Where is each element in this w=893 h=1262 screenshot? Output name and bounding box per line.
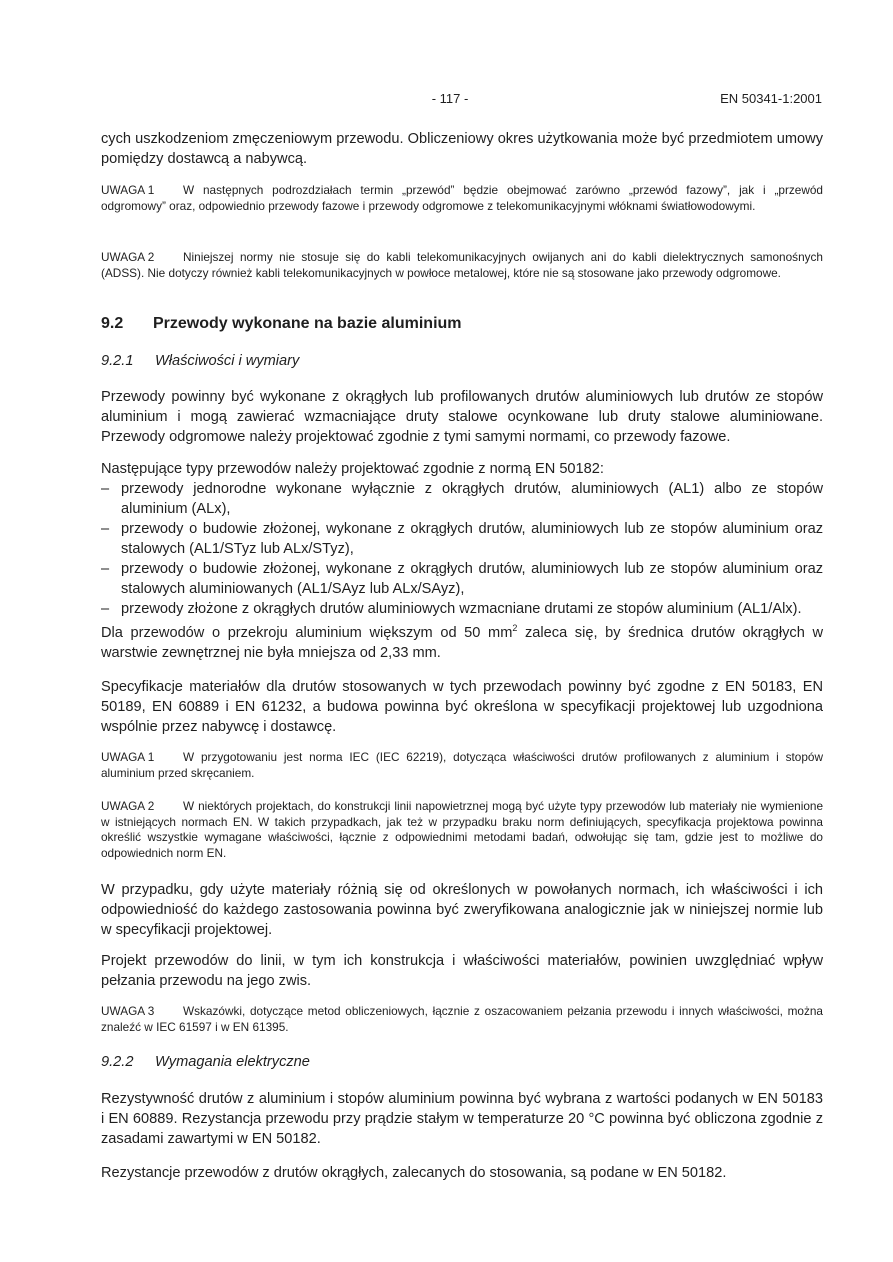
note-text: Niniejszej normy nie stosuje się do kabli telekomunikacyjnych owijanych ani do kabli dielektrycznych samonośnych (ADSS). Nie dotyczy również kabli telekomunikacyjnych w powłoce metalowej, które nie są stosowane jako przewody odgromowe.	[101, 250, 823, 280]
paragraph-cross-section	[101, 623, 823, 663]
section-heading-9-2-2	[101, 1054, 310, 1070]
note-1-mid	[101, 750, 823, 781]
section-number: 9.2.2	[101, 1054, 134, 1070]
paragraph-resistances: Rezystancje przewodów z drutów okrągłych, zalecanych do stosowania, są podane w EN 50182.	[101, 1165, 727, 1181]
note-2-top	[101, 250, 823, 281]
section-title: Właściwości i wymiary	[155, 353, 300, 369]
section-number: 9.2	[101, 315, 124, 332]
paragraph-creep: Projekt przewodów do linii, w tym ich konstrukcja i właściwości materiałów, powinien uwzględniać wpływ pełzania przewodu na jego zwis.	[101, 953, 823, 989]
note-label: UWAGA 3	[101, 1004, 155, 1018]
section-heading-9-2	[101, 315, 462, 333]
note-label: UWAGA 2	[101, 799, 155, 813]
section-heading-9-2-1	[101, 353, 299, 369]
note-label: UWAGA 1	[101, 750, 155, 764]
note-text: W niektórych projektach, do konstrukcji linii napowietrznej mogą być użyte typy przewodów lub materiały nie wymienione w istniejących normach EN. W takich przypadkach, jak też w przypadku braku norm definiujących, specyfikacja projektowa powinna określić wszystkie wymagane właściwości, łącznie z odpowiednimi metodami badań, odwołując się tam, gdzie jest to możliwe do odpowiednich norm EN.	[101, 799, 823, 860]
conductor-types	[101, 459, 823, 619]
page-number: - 117 -	[431, 91, 469, 106]
note-text: Wskazówki, dotyczące metod obliczeniowych, łącznie z oszacowaniem pełzania przewodu i innych właściwości, można znaleźć w IEC 61597 i w EN 61395.	[101, 1004, 823, 1034]
p3-text-start: Dla przewodów o przekroju aluminium większym od 50 mm	[101, 625, 513, 641]
list-lead: Następujące typy przewodów należy projektować zgodnie z normą EN 50182:	[101, 461, 604, 477]
conductor-type-list	[101, 479, 823, 619]
section-title: Przewody wykonane na bazie aluminium	[153, 315, 462, 332]
paragraph-specifications: Specyfikacje materiałów dla drutów stosowanych w tych przewodach powinny być zgodne z EN 50183, EN 50189, EN 60889 i EN 61232, a budowa powinna być określona w specyfikacji projektowej lub uzgodniona wspólnie przez nabywcę i dostawcę.	[101, 679, 823, 735]
paragraph-resistivity: Rezystywność drutów z aluminium i stopów aluminium powinna być wybrana z wartości podanych w EN 50183 i EN 60889. Rezystancja przewodu przy prądzie stałym w temperaturze 20 °C powinna być obliczona zgodnie z zasadami zawartymi w EN 50182.	[101, 1091, 823, 1147]
list-item: – przewody o budowie złożonej, wykonane z okrągłych drutów, aluminiowych lub ze stopów aluminium oraz stalowych (AL1/STyz lub ALx/STyz),	[101, 519, 823, 559]
note-1-top	[101, 183, 823, 214]
note-label: UWAGA 1	[101, 183, 155, 197]
section-number: 9.2.1	[101, 353, 134, 369]
note-text: W przygotowaniu jest norma IEC (IEC 62219), dotycząca właściwości drutów profilowanych z aluminium i stopów aluminium przed skręcaniem.	[101, 750, 823, 780]
p3-text-end: zaleca się, by średnica drutów okrągłych w warstwie zewnętrznej nie była mniejsza od 2,33 mm.	[101, 625, 823, 661]
standard-id: EN 50341-1:2001	[720, 91, 822, 106]
note-2-mid	[101, 799, 823, 861]
note-3	[101, 1004, 823, 1035]
note-text: W następnych podrozdziałach termin „przewód” będzie obejmować zarówno „przewód fazowy”, jak i „przewód odgromowy” oraz, odpowiednio przewody fazowe i przewody odgromowe z telekomunikacyjnymi włóknami światłowodowymi.	[101, 183, 823, 213]
paragraph-different-materials: W przypadku, gdy użyte materiały różnią się od określonych w powołanych normach, ich właściwości i ich odpowiedniość do każdego zastosowania powinna być zweryfikowana analogicznie jak w niniejszej normie lub w specyfikacji projektowej.	[101, 882, 823, 938]
list-item: – przewody jednorodne wykonane wyłącznie z okrągłych drutów, aluminiowych (AL1) albo ze stopów aluminium (ALx),	[101, 479, 823, 519]
paragraph-wire-materials: Przewody powinny być wykonane z okrągłych lub profilowanych drutów aluminiowych lub drutów ze stopów aluminium i mogą zawierać wzmacniające druty stalowe ocynkowane lub druty stalowe aluminiowane. Przewody odgromowe należy projektować zgodnie z tymi samymi normami, co przewody fazowe.	[101, 389, 823, 445]
superscript: 2	[512, 623, 518, 634]
section-title: Wymagania elektryczne	[155, 1054, 310, 1070]
list-item: – przewody złożone z okrągłych drutów aluminiowych wzmacniane drutami ze stopów aluminium (AL1/Alx).	[101, 599, 823, 619]
intro-paragraph: cych uszkodzeniom zmęczeniowym przewodu. Obliczeniowy okres użytkowania może być przedmiotem umowy pomiędzy dostawcą a nabywcą.	[101, 131, 823, 167]
list-item: – przewody o budowie złożonej, wykonane z okrągłych drutów, aluminiowych lub ze stopów aluminium oraz stalowych aluminiowanych (AL1/SAyz lub ALx/SAyz),	[101, 559, 823, 599]
note-label: UWAGA 2	[101, 250, 155, 264]
